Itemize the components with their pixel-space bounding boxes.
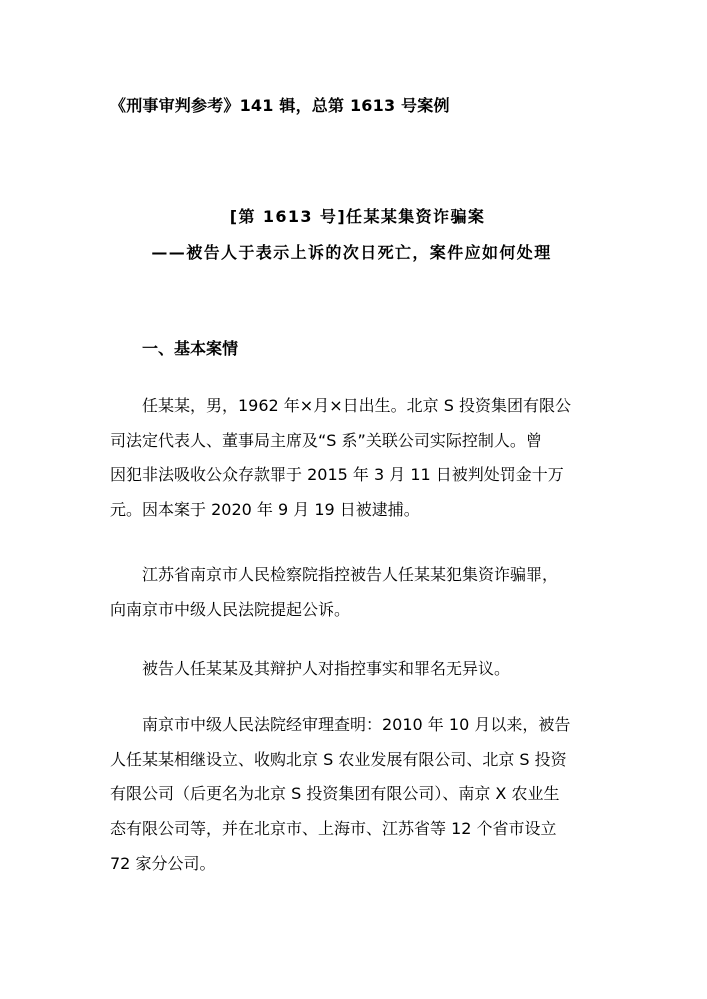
- case-subtitle: ——被告人于表示上诉的次日死亡，案件应如何处理: [151, 243, 552, 262]
- paragraph-defense-position: [110, 652, 604, 687]
- case-title: [第 1613 号]任某某集资诈骗案: [229, 207, 486, 226]
- paragraph-line: 任某某，男，1962 年×月×日出生。北京 S 投资集团有限公: [142, 396, 571, 415]
- paragraph-line: 江苏省南京市人民检察院指控被告人任某某犯集资诈骗罪，: [142, 565, 559, 584]
- paragraph-prosecution: [110, 558, 604, 627]
- section-heading-basic-facts: 一、基本案情: [142, 339, 239, 358]
- paragraph-line: 元。因本案于 2020 年 9 月 19 日被逮捕。: [110, 500, 420, 520]
- paragraph-defendant-info: [110, 389, 604, 528]
- paragraph-court-findings: [110, 708, 604, 882]
- paragraph-line: 向南京市中级人民法院提起公诉。: [110, 599, 351, 619]
- paragraph-line: 态有限公司等，并在北京市、上海市、江苏省等 12 个省市设立: [110, 819, 557, 839]
- paragraph-line: 72 家分公司。: [110, 853, 216, 873]
- paragraph-line: 因犯非法吸收公众存款罪于 2015 年 3 月 11 日被判处罚金十万: [110, 465, 564, 485]
- paragraph-line: 司法定代表人、董事局主席及“S 系”关联公司实际控制人。曾: [110, 430, 542, 450]
- paragraph-line: 被告人任某某及其辩护人对指控事实和罪名无异议。: [142, 659, 511, 678]
- paragraph-line: 人任某某相继设立、收购北京 S 农业发展有限公司、北京 S 投资: [110, 749, 567, 769]
- paragraph-line: 有限公司（后更名为北京 S 投资集团有限公司）、南京 X 农业生: [110, 784, 560, 804]
- paragraph-line: 南京市中级人民法院经审理查明：2010 年 10 月以来，被告: [142, 715, 571, 734]
- case-source-line: 《刑事审判参考》141 辑，总第 1613 号案例: [110, 96, 450, 115]
